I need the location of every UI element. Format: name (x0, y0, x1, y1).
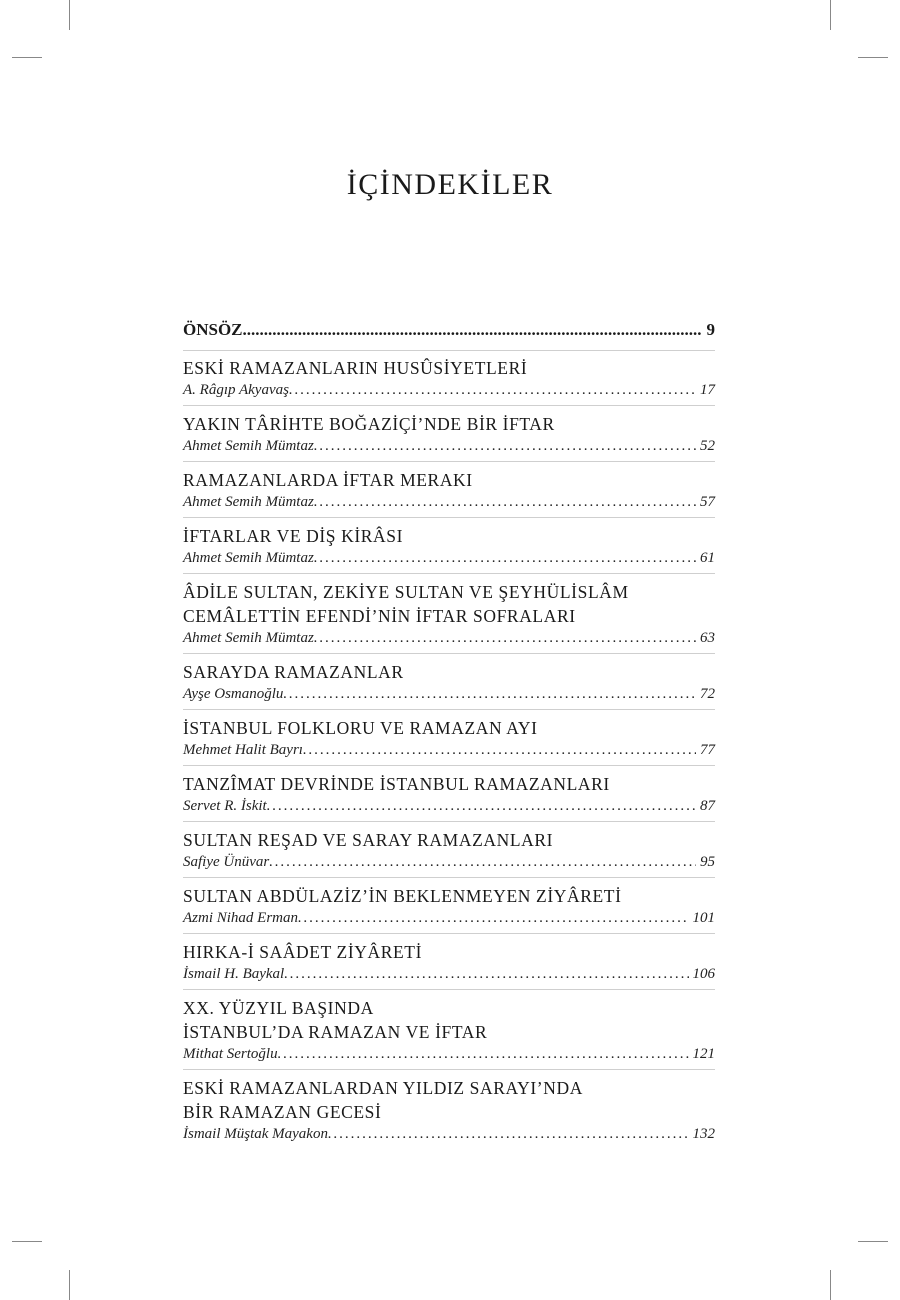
crop-mark (830, 0, 831, 30)
toc-entry-page: 72 (700, 686, 715, 702)
crop-mark (69, 0, 70, 30)
toc-entry-author-line (183, 548, 715, 569)
toc-entry-author: Servet R. İskit (183, 798, 267, 814)
toc-entry-author: Ahmet Semih Mümtaz (183, 630, 314, 646)
toc-entry-page: 77 (700, 742, 715, 758)
toc-entry[interactable] (183, 523, 715, 574)
toc-entry[interactable] (183, 715, 715, 766)
toc-entry-title: BİR RAMAZAN GECESİ (183, 1102, 382, 1122)
toc-entry-author: İsmail Müştak Mayakon (183, 1126, 328, 1142)
toc-entry-author: Mehmet Halit Bayrı (183, 742, 303, 758)
dot-leader (298, 908, 688, 929)
dot-leader (303, 740, 696, 761)
toc-entry-author: A. Râgıp Akyavaş (183, 382, 289, 398)
crop-mark (830, 1270, 831, 1300)
toc-preface-row[interactable] (183, 320, 715, 351)
dot-leader (278, 1044, 689, 1065)
toc-entry-title: İFTARLAR VE DİŞ KİRÂSI (183, 526, 404, 546)
toc-entry-author-line (183, 380, 715, 401)
toc-entry-author: Ayşe Osmanoğlu (183, 686, 284, 702)
toc-entry-author: Mithat Sertoğlu (183, 1046, 278, 1062)
toc-entry-title: HIRKA-İ SAÂDET ZİYÂRETİ (183, 942, 423, 962)
toc-entry-title: ESKİ RAMAZANLARIN HUSÛSİYETLERİ (183, 358, 528, 378)
toc-entry-author: Azmi Nihad Erman (183, 910, 299, 926)
toc-entry-page: 57 (700, 494, 715, 510)
toc-preface-label: ÖNSÖZ (183, 320, 243, 339)
crop-mark (69, 1270, 70, 1300)
crop-mark (858, 57, 888, 58)
toc-entry[interactable] (183, 827, 715, 878)
toc-entry-title: SULTAN REŞAD VE SARAY RAMAZANLARI (183, 830, 554, 850)
toc-entry-title: SARAYDA RAMAZANLAR (183, 662, 404, 682)
toc-entry-author-line (183, 740, 715, 761)
toc-entry-author-line (183, 492, 715, 513)
table-of-contents (183, 320, 715, 1154)
toc-entry-author: Ahmet Semih Mümtaz (183, 438, 314, 454)
toc-entry-title: İSTANBUL FOLKLORU VE RAMAZAN AYI (183, 718, 538, 738)
toc-entry-page: 63 (700, 630, 715, 646)
dot-leader (314, 436, 696, 457)
toc-entry[interactable] (183, 579, 715, 654)
toc-entry-author-line (183, 964, 715, 985)
dot-leader (243, 320, 701, 340)
toc-entry[interactable] (183, 659, 715, 710)
toc-entry-author: Safiye Ünüvar (183, 854, 270, 870)
toc-entry-page: 17 (700, 382, 715, 398)
toc-entry-page: 101 (692, 910, 715, 926)
toc-entry-page: 61 (700, 550, 715, 566)
toc-entry[interactable] (183, 995, 715, 1070)
toc-entry-title: ESKİ RAMAZANLARDAN YILDIZ SARAYI’NDA (183, 1078, 583, 1098)
dot-leader (289, 380, 696, 401)
dot-leader (328, 1124, 689, 1145)
toc-entries (183, 355, 715, 1149)
crop-mark (12, 57, 42, 58)
dot-leader (284, 964, 688, 985)
dot-leader (314, 628, 696, 649)
toc-entry-page: 52 (700, 438, 715, 454)
toc-entry-title: TANZÎMAT DEVRİNDE İSTANBUL RAMAZANLARI (183, 774, 610, 794)
toc-entry[interactable] (183, 883, 715, 934)
toc-entry[interactable] (183, 355, 715, 406)
toc-entry-author-line (183, 628, 715, 649)
toc-entry-author-line (183, 796, 715, 817)
page-title: İÇİNDEKİLER (346, 168, 554, 201)
toc-entry-author-line (183, 684, 715, 705)
dot-leader (269, 852, 696, 873)
dot-leader (314, 492, 696, 513)
toc-entry-author-line (183, 908, 715, 929)
crop-mark (12, 1241, 42, 1242)
toc-entry-title: CEMÂLETTİN EFENDİ’NİN İFTAR SOFRALARI (183, 606, 576, 626)
toc-entry[interactable] (183, 411, 715, 462)
toc-entry-author-line (183, 1044, 715, 1065)
toc-entry[interactable] (183, 1075, 715, 1149)
toc-entry-author: Ahmet Semih Mümtaz (183, 550, 314, 566)
toc-entry-title: SULTAN ABDÜLAZİZ’İN BEKLENMEYEN ZİYÂRETİ (183, 886, 622, 906)
toc-entry-title: ÂDİLE SULTAN, ZEKİYE SULTAN VE ŞEYHÜLİSLÂM (183, 582, 629, 602)
toc-entry-title: RAMAZANLARDA İFTAR MERAKI (183, 470, 473, 490)
toc-entry-author: İsmail H. Baykal (183, 966, 285, 982)
toc-entry[interactable] (183, 467, 715, 518)
toc-entry-author-line (183, 852, 715, 873)
dot-leader (283, 684, 696, 705)
toc-entry-page: 87 (700, 798, 715, 814)
toc-entry-title: XX. YÜZYIL BAŞINDA (183, 998, 374, 1018)
dot-leader (314, 548, 696, 569)
toc-entry-page: 121 (692, 1046, 715, 1062)
toc-entry-title: YAKIN TÂRİHTE BOĞAZİÇİ’NDE BİR İFTAR (183, 414, 555, 434)
dot-leader (267, 796, 696, 817)
toc-entry-author-line (183, 436, 715, 457)
toc-entry-title: İSTANBUL’DA RAMAZAN VE İFTAR (183, 1022, 488, 1042)
crop-mark (858, 1241, 888, 1242)
toc-entry-page: 132 (692, 1126, 715, 1142)
toc-entry[interactable] (183, 771, 715, 822)
toc-entry-page: 95 (700, 854, 715, 870)
toc-entry-author: Ahmet Semih Mümtaz (183, 494, 314, 510)
toc-entry[interactable] (183, 939, 715, 990)
toc-entry-page: 106 (692, 966, 715, 982)
toc-entry-author-line (183, 1124, 715, 1145)
toc-preface-page: 9 (706, 320, 715, 339)
